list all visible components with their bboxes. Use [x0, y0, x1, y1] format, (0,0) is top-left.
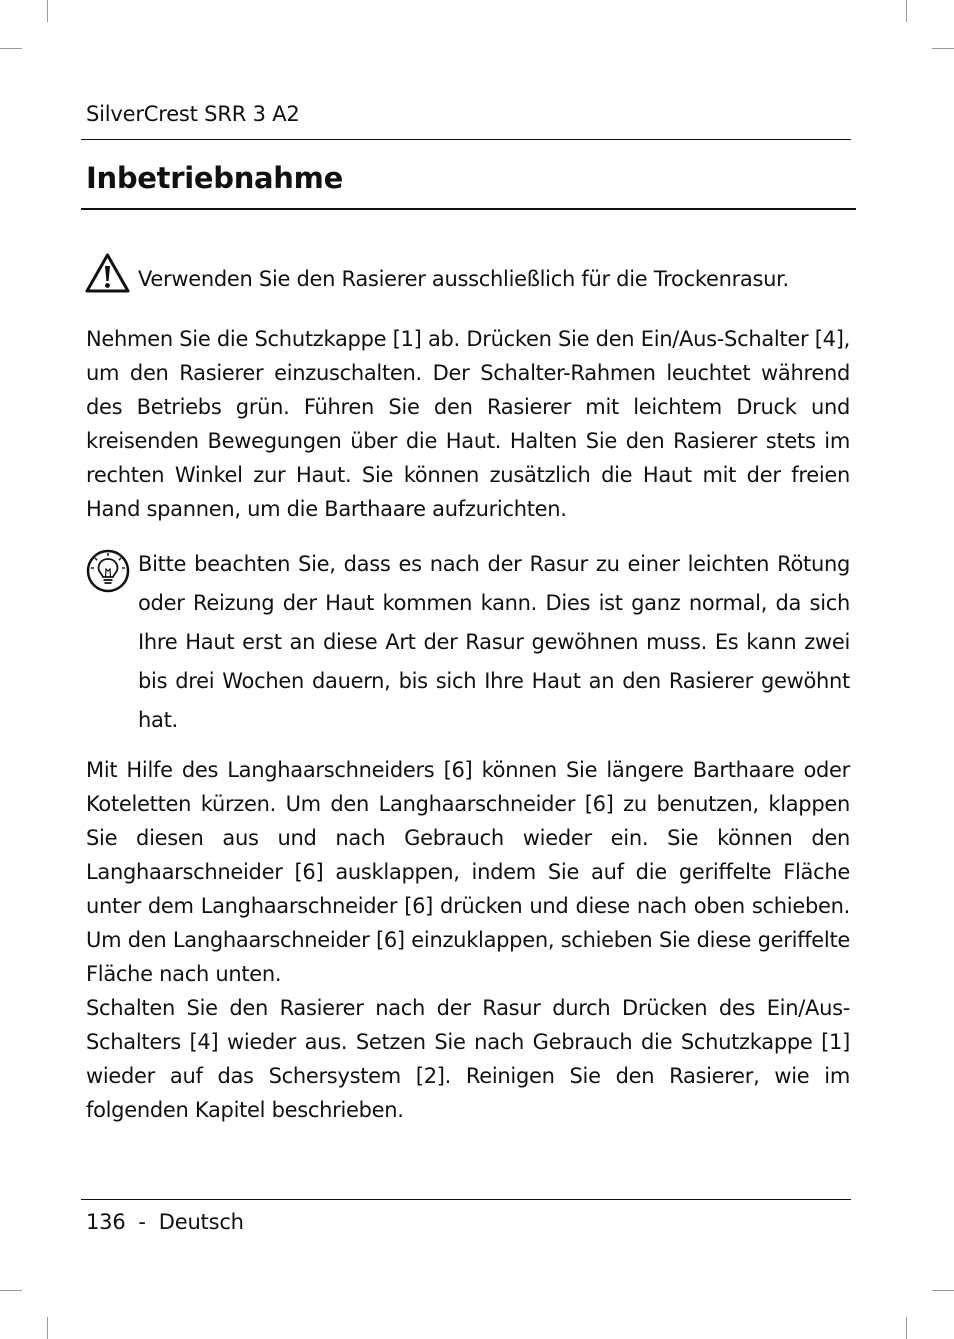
footer-rule	[81, 1199, 851, 1200]
crop-mark	[906, 1317, 907, 1339]
body-paragraph: Nehmen Sie die Schutzkappe [1] ab. Drücken Sie den Ein/Aus-Schalter [4], um den Rasierer einzuschalten. Der Schalter-Rahmen leuchtet während des Betriebs grün. Führen Sie den Rasierer mit leichtem Druck und kreisenden Bewegungen über die Haut. Halten Sie den Rasierer stets im rechten Winkel zur Haut. Sie können zusätzlich die Haut mit der freien Hand spannen, um die Barthaare aufzurichten.	[86, 327, 850, 521]
tip-text: Bitte beachten Sie, dass es nach der Rasur zu einer leichten Rötung oder Reizung der Haut kommen kann. Dies ist ganz normal, da sich Ihre Haut erst an diese Art der Rasur gewöhnen muss. Es kann zwei bis drei Wochen dauern, bis sich Ihre Haut an den Rasierer gewöhnt hat.	[138, 552, 850, 732]
lightbulb-icon	[85, 548, 131, 598]
header-rule	[81, 139, 851, 140]
section-title: Inbetriebnahme	[86, 161, 343, 195]
warning-text: Verwenden Sie den Rasierer ausschließlich für die Trockenrasur.	[138, 267, 789, 291]
body-paragraph: Mit Hilfe des Langhaarschneiders [6] können Sie längere Barthaare oder Koteletten kürzen. Um den Langhaarschneider [6] zu benutzen, klappen Sie diesen aus und nach Gebrauch wieder ein. Sie können den Langhaarschneider [6] ausklappen, indem Sie auf die geriffelte Fläche unter dem Langhaarschneider [6] drücken und diese nach oben schieben. Um den Langhaarschneider [6] einzuklappen, schieben Sie diese geriffelte Fläche nach unten.	[86, 758, 850, 986]
running-header: SilverCrest SRR 3 A2	[86, 102, 300, 126]
crop-mark	[906, 0, 907, 22]
title-rule	[81, 208, 856, 210]
warning-triangle-icon	[84, 252, 131, 298]
crop-mark	[932, 1290, 954, 1291]
crop-mark	[0, 48, 22, 49]
crop-mark	[0, 1290, 22, 1291]
body-paragraph: Schalten Sie den Rasierer nach der Rasur durch Drücken des Ein/Aus-Schalters [4] wieder aus. Setzen Sie nach Gebrauch die Schutzkappe [1] wieder auf das Schersystem [2]. Reinigen Sie den Rasierer, wie im folgenden Kapitel beschrieben.	[86, 996, 850, 1122]
crop-mark	[47, 0, 48, 22]
crop-mark	[932, 48, 954, 49]
page-number: 136 - Deutsch	[86, 1210, 244, 1234]
crop-mark	[47, 1317, 48, 1339]
